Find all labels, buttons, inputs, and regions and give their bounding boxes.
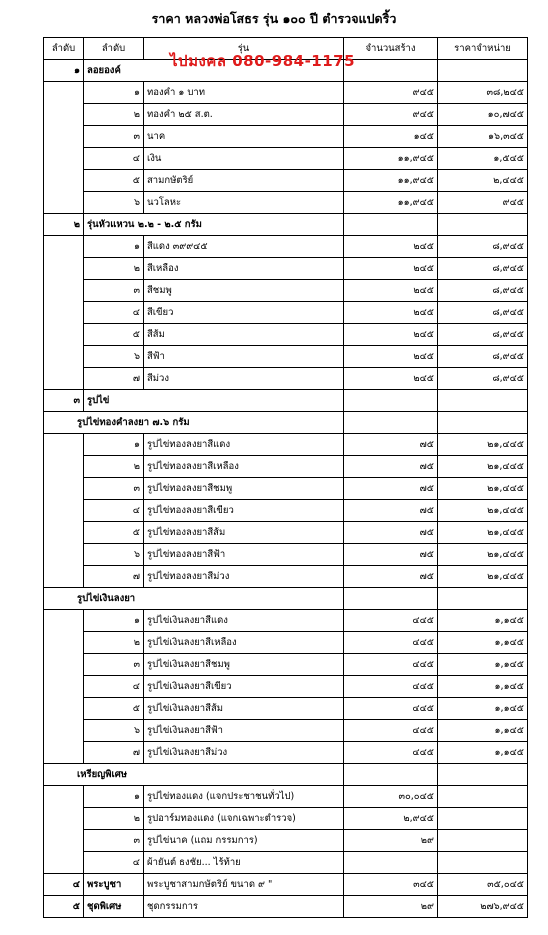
table-row: [44, 346, 528, 368]
quantity-cell: ๔๔๕: [344, 698, 438, 720]
item-number: ๕: [84, 522, 144, 544]
header-model: รุ่น: [144, 38, 344, 60]
table-row: [44, 324, 528, 346]
item-description: พระบูชาสามกษัตริย์ ขนาด ๙ ": [144, 874, 344, 896]
quantity-cell: ๗๕: [344, 522, 438, 544]
price-cell: [438, 764, 528, 786]
group-title: รุ่นหัวแหวน ๒.๒ - ๒.๕ กรัม: [84, 214, 344, 236]
price-cell: [438, 808, 528, 830]
quantity-cell: [344, 588, 438, 610]
table-row: [44, 126, 528, 148]
table-row: [44, 302, 528, 324]
item-description: รูปไข่เงินลงยาสีแดง: [144, 610, 344, 632]
price-cell: ๒๑,๔๔๕: [438, 478, 528, 500]
item-description: รูปไข่เงินลงยาสีฟ้า: [144, 720, 344, 742]
item-description: นาค: [144, 126, 344, 148]
item-description: รูปไข่ทองลงยาสีฟ้า: [144, 544, 344, 566]
price-cell: [438, 412, 528, 434]
quantity-cell: [344, 852, 438, 874]
item-number: ๖: [84, 192, 144, 214]
price-cell: ๑,๑๔๕: [438, 676, 528, 698]
item-number: ๓: [84, 654, 144, 676]
item-number: ๖: [84, 720, 144, 742]
table-row: [44, 588, 528, 610]
price-cell: ๘,๙๔๕: [438, 258, 528, 280]
item-number: ๔: [84, 676, 144, 698]
price-cell: ๒๑,๔๔๕: [438, 500, 528, 522]
table-row: [44, 786, 528, 808]
quantity-cell: ๔๔๕: [344, 632, 438, 654]
item-number: ๔: [84, 500, 144, 522]
row-number: ๕: [44, 896, 84, 918]
quantity-cell: ๗๕: [344, 500, 438, 522]
quantity-cell: ๒๙: [344, 896, 438, 918]
quantity-cell: [344, 390, 438, 412]
table-row: [44, 236, 528, 258]
quantity-cell: [344, 412, 438, 434]
row-number: ๒: [44, 214, 84, 236]
price-cell: ๑,๑๔๕: [438, 610, 528, 632]
item-description: รูปอาร์มทองแดง (แจกเฉพาะตำรวจ): [144, 808, 344, 830]
row-number: [44, 522, 84, 544]
row-number: [44, 170, 84, 192]
price-cell: ๘,๙๔๕: [438, 346, 528, 368]
table-row: [44, 500, 528, 522]
row-number: [44, 742, 84, 764]
price-cell: [438, 830, 528, 852]
table-row: [44, 896, 528, 918]
quantity-cell: ๗๕: [344, 566, 438, 588]
quantity-cell: ๔๔๕: [344, 742, 438, 764]
item-description: รูปไข่นาค (แถม กรรมการ): [144, 830, 344, 852]
quantity-cell: ๗๕: [344, 544, 438, 566]
item-number: ๗: [84, 742, 144, 764]
item-number: ๔: [84, 302, 144, 324]
price-table: [43, 37, 528, 918]
item-description: รูปไข่ทองลงยาสีชมพู: [144, 478, 344, 500]
item-number: ๑: [84, 236, 144, 258]
item-description: รูปไข่ทองลงยาสีเหลือง: [144, 456, 344, 478]
group-title: ชุดพิเศษ: [84, 896, 144, 918]
quantity-cell: ๒๔๕: [344, 236, 438, 258]
item-number: ๓: [84, 126, 144, 148]
group-title: รูปไข่ทองคำลงยา ๗.๖ กรัม: [44, 412, 344, 434]
row-number: [44, 566, 84, 588]
item-description: รูปไข่เงินลงยาสีส้ม: [144, 698, 344, 720]
row-number: [44, 280, 84, 302]
row-number: [44, 544, 84, 566]
item-number: ๓: [84, 280, 144, 302]
row-number: ๔: [44, 874, 84, 896]
row-number: [44, 456, 84, 478]
item-number: ๒: [84, 632, 144, 654]
quantity-cell: ๒๔๕: [344, 302, 438, 324]
table-row: [44, 412, 528, 434]
quantity-cell: ๒,๙๔๕: [344, 808, 438, 830]
row-number: [44, 632, 84, 654]
quantity-cell: ๔๔๕: [344, 610, 438, 632]
price-cell: ๒๗๖,๙๔๕: [438, 896, 528, 918]
price-cell: ๑,๑๔๕: [438, 654, 528, 676]
table-row: [44, 764, 528, 786]
row-number: [44, 698, 84, 720]
item-description: สีส้ม: [144, 324, 344, 346]
item-number: ๑: [84, 82, 144, 104]
quantity-cell: ๓๔๕: [344, 874, 438, 896]
price-cell: ๙๔๕: [438, 192, 528, 214]
price-cell: ๑,๑๔๕: [438, 632, 528, 654]
item-number: ๑: [84, 786, 144, 808]
item-description: รูปไข่เงินลงยาสีเขียว: [144, 676, 344, 698]
item-description: รูปไข่ทองลงยาสีแดง: [144, 434, 344, 456]
table-body: [44, 60, 528, 918]
price-cell: [438, 588, 528, 610]
item-description: สีชมพู: [144, 280, 344, 302]
table-row: [44, 566, 528, 588]
item-number: ๑: [84, 610, 144, 632]
item-description: สามกษัตริย์: [144, 170, 344, 192]
table-row: [44, 368, 528, 390]
table-row: [44, 632, 528, 654]
item-description: รูปไข่เงินลงยาสีเหลือง: [144, 632, 344, 654]
item-description: รูปไข่ทองลงยาสีส้ม: [144, 522, 344, 544]
price-cell: [438, 214, 528, 236]
quantity-cell: [344, 60, 438, 82]
row-number: [44, 346, 84, 368]
quantity-cell: ๗๕: [344, 478, 438, 500]
table-row: [44, 214, 528, 236]
row-number: [44, 786, 84, 808]
price-cell: ๑,๑๔๕: [438, 720, 528, 742]
row-number: [44, 610, 84, 632]
row-number: [44, 720, 84, 742]
row-number: [44, 808, 84, 830]
row-number: [44, 676, 84, 698]
table-row: [44, 148, 528, 170]
table-row: [44, 698, 528, 720]
item-number: ๑: [84, 434, 144, 456]
quantity-cell: ๒๔๕: [344, 368, 438, 390]
item-description: สีเหลือง: [144, 258, 344, 280]
price-cell: ๘,๙๔๕: [438, 324, 528, 346]
item-number: ๓: [84, 478, 144, 500]
item-number: ๕: [84, 698, 144, 720]
quantity-cell: [344, 214, 438, 236]
table-row: [44, 170, 528, 192]
item-description: รูปไข่ทองแดง (แจกประชาชนทั่วไป): [144, 786, 344, 808]
quantity-cell: [344, 764, 438, 786]
quantity-cell: ๓๐,๐๔๕: [344, 786, 438, 808]
table-row: [44, 390, 528, 412]
table-row: [44, 676, 528, 698]
item-description: สีแดง ๓๙๙๔๕: [144, 236, 344, 258]
row-number: ๑: [44, 60, 84, 82]
price-cell: ๒๑,๔๔๕: [438, 456, 528, 478]
row-number: [44, 654, 84, 676]
quantity-cell: ๔๔๕: [344, 654, 438, 676]
quantity-cell: ๒๔๕: [344, 324, 438, 346]
document-title: ราคา หลวงพ่อโสธร รุ่น ๑๐๐ ปี ตำรวจแปดริ้ว: [151, 11, 397, 26]
table-row: [44, 720, 528, 742]
item-number: ๒: [84, 456, 144, 478]
quantity-cell: ๙๔๕: [344, 82, 438, 104]
row-number: [44, 258, 84, 280]
table-row: [44, 742, 528, 764]
price-cell: ๒,๔๔๕: [438, 170, 528, 192]
row-number: [44, 236, 84, 258]
item-description: ทองคำ ๒๕ ส.ต.: [144, 104, 344, 126]
table-row: [44, 456, 528, 478]
item-number: ๗: [84, 566, 144, 588]
header-no: ลำดับ: [44, 38, 84, 60]
price-cell: [438, 60, 528, 82]
group-title: รูปไข่เงินลงยา: [44, 588, 344, 610]
quantity-cell: ๒๔๕: [344, 346, 438, 368]
group-title: เหรียญพิเศษ: [44, 764, 344, 786]
price-cell: ๑,๕๔๕: [438, 148, 528, 170]
table-row: [44, 478, 528, 500]
seller-watermark: ไปมงคล 080-984-1175: [170, 52, 356, 70]
price-cell: ๘,๙๔๕: [438, 368, 528, 390]
row-number: [44, 104, 84, 126]
item-number: ๔: [84, 148, 144, 170]
row-number: [44, 434, 84, 456]
price-cell: ๘,๙๔๕: [438, 280, 528, 302]
table-row: [44, 874, 528, 896]
item-number: ๒: [84, 258, 144, 280]
price-cell: ๒๑,๔๔๕: [438, 434, 528, 456]
table-row: [44, 192, 528, 214]
item-description: เงิน: [144, 148, 344, 170]
header-sub-no: ลำดับ: [84, 38, 144, 60]
item-number: ๖: [84, 346, 144, 368]
quantity-cell: ๒๔๕: [344, 280, 438, 302]
quantity-cell: ๑๑,๙๔๕: [344, 192, 438, 214]
quantity-cell: ๒๔๕: [344, 258, 438, 280]
table-row: [44, 82, 528, 104]
table-row: [44, 654, 528, 676]
item-description: ผ้ายันต์ ธงชัย... ไร้ท้าย: [144, 852, 344, 874]
price-cell: ๓๕,๐๔๕: [438, 874, 528, 896]
row-number: [44, 478, 84, 500]
price-cell: ๘,๙๔๕: [438, 302, 528, 324]
price-cell: ๑,๑๔๕: [438, 742, 528, 764]
quantity-cell: ๑๑,๙๔๕: [344, 170, 438, 192]
price-cell: [438, 786, 528, 808]
price-cell: ๑๐,๗๔๕: [438, 104, 528, 126]
item-description: สีฟ้า: [144, 346, 344, 368]
table-row: [44, 280, 528, 302]
table-row: [44, 830, 528, 852]
item-number: ๒: [84, 104, 144, 126]
item-number: ๕: [84, 170, 144, 192]
price-cell: ๑๖,๓๔๕: [438, 126, 528, 148]
item-number: ๓: [84, 830, 144, 852]
price-cell: [438, 390, 528, 412]
table-row: [44, 522, 528, 544]
table-row: [44, 544, 528, 566]
row-number: [44, 500, 84, 522]
table-row: [44, 610, 528, 632]
quantity-cell: ๗๕: [344, 456, 438, 478]
item-description: ทองคำ ๑ บาท: [144, 82, 344, 104]
group-title: พระบูชา: [84, 874, 144, 896]
item-description: นวโลหะ: [144, 192, 344, 214]
price-cell: ๘,๙๔๕: [438, 236, 528, 258]
item-number: ๖: [84, 544, 144, 566]
row-number: [44, 82, 84, 104]
item-description: รูปไข่เงินลงยาสีชมพู: [144, 654, 344, 676]
item-number: ๒: [84, 808, 144, 830]
quantity-cell: ๗๕: [344, 434, 438, 456]
row-number: [44, 302, 84, 324]
table-row: [44, 852, 528, 874]
row-number: [44, 192, 84, 214]
item-description: สีม่วง: [144, 368, 344, 390]
table-row: [44, 258, 528, 280]
row-number: [44, 852, 84, 874]
row-number: ๓: [44, 390, 84, 412]
quantity-cell: ๒๙: [344, 830, 438, 852]
header-price: ราคาจำหน่าย: [438, 38, 528, 60]
table-row: [44, 104, 528, 126]
row-number: [44, 324, 84, 346]
quantity-cell: ๙๔๕: [344, 104, 438, 126]
item-description: รูปไข่ทองลงยาสีเขียว: [144, 500, 344, 522]
quantity-cell: ๔๔๕: [344, 720, 438, 742]
quantity-cell: ๑๔๕: [344, 126, 438, 148]
row-number: [44, 126, 84, 148]
group-title: ลอยองค์: [84, 60, 344, 82]
item-number: ๗: [84, 368, 144, 390]
item-description: รูปไข่ทองลงยาสีม่วง: [144, 566, 344, 588]
item-number: ๕: [84, 324, 144, 346]
price-cell: ๒๑,๔๔๕: [438, 522, 528, 544]
row-number: [44, 368, 84, 390]
row-number: [44, 148, 84, 170]
price-cell: ๒๑,๔๔๕: [438, 544, 528, 566]
row-number: [44, 830, 84, 852]
table-row: [44, 434, 528, 456]
item-description: ชุดกรรมการ: [144, 896, 344, 918]
price-cell: ๓๘,๒๔๕: [438, 82, 528, 104]
quantity-cell: ๔๔๕: [344, 676, 438, 698]
price-cell: ๑,๑๔๕: [438, 698, 528, 720]
item-description: สีเขียว: [144, 302, 344, 324]
table-row: [44, 808, 528, 830]
item-number: ๔: [84, 852, 144, 874]
header-quantity: จำนวนสร้าง: [344, 38, 438, 60]
quantity-cell: ๑๑,๙๔๕: [344, 148, 438, 170]
group-title: รูปไข่: [84, 390, 344, 412]
price-cell: ๒๑,๔๔๕: [438, 566, 528, 588]
item-description: รูปไข่เงินลงยาสีม่วง: [144, 742, 344, 764]
price-cell: [438, 852, 528, 874]
